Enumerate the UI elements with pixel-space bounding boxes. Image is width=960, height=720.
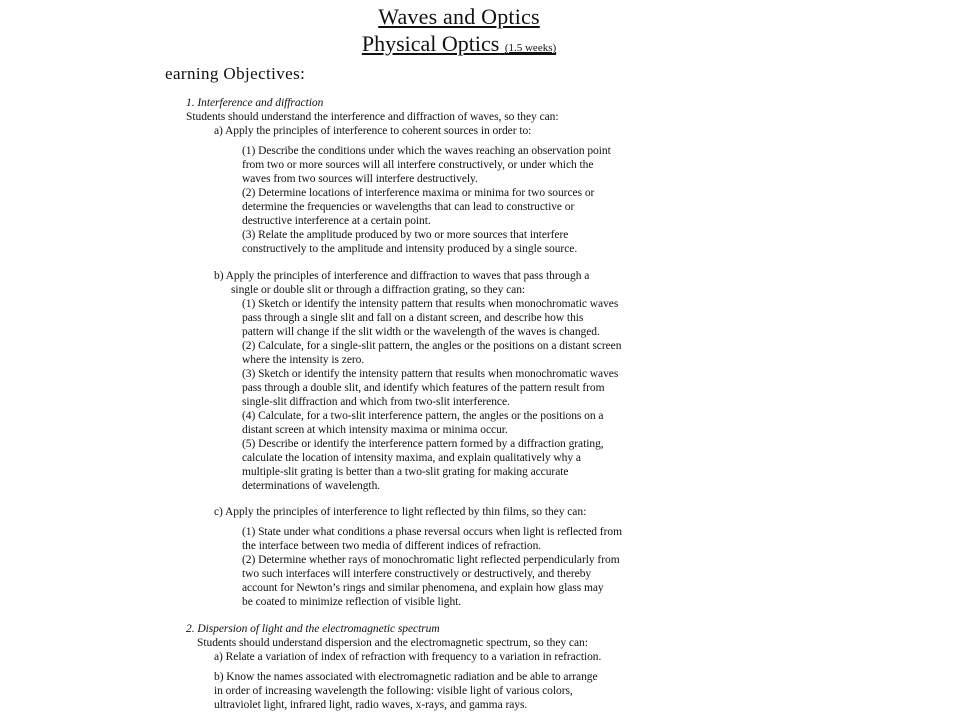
objective-line: pattern will change if the slit width or the wavelength of the waves is changed.: [242, 326, 600, 338]
objective-line: multiple-slit grating is better than a two-slit grating for making accurate: [242, 466, 569, 478]
objective-line: single-slit diffraction and which from two-slit interference.: [242, 396, 510, 408]
objective-line: waves from two sources will interfere destructively.: [242, 173, 478, 185]
objective-line: determinations of wavelength.: [242, 480, 381, 492]
objective-line: pass through a double slit, and identify which features of the pattern result from: [242, 382, 605, 394]
section-intro: Students should understand the interference and diffraction of waves, so they can:: [186, 111, 559, 123]
objective-line: determine the frequencies or wavelengths that can lead to constructive or: [242, 201, 575, 213]
subsection-label: b) Apply the principles of interference and diffraction to waves that pass through a: [214, 270, 590, 282]
objective-line: (1) Describe the conditions under which the waves reaching an observation point: [242, 145, 611, 157]
subsection-label: c) Apply the principles of interference to light reflected by thin films, so they can:: [214, 506, 587, 518]
section-intro: Students should understand dispersion and the electromagnetic spectrum, so they can:: [197, 637, 588, 649]
page-title: Waves and Optics: [378, 4, 540, 29]
objective-line: (2) Determine locations of interference maxima or minima for two sources or: [242, 187, 595, 199]
subsection-label: a) Apply the principles of interference to coherent sources in order to:: [214, 125, 532, 137]
subsection-label: a) Relate a variation of index of refraction with frequency to a variation in refraction.: [214, 651, 602, 663]
subsection-label: single or double slit or through a diffraction grating, so they can:: [231, 284, 526, 296]
objective-line: constructively to the amplitude and intensity produced by a single source.: [242, 243, 578, 255]
objective-line: (5) Describe or identify the interference pattern formed by a diffraction grating,: [242, 438, 604, 450]
section-heading: 2. Dispersion of light and the electromagnetic spectrum: [186, 623, 440, 635]
objective-line: ultraviolet light, infrared light, radio waves, x-rays, and gamma rays.: [214, 699, 528, 711]
objectives-heading: earning Objectives:: [165, 64, 306, 83]
objective-line: calculate the location of intensity maxima, and explain qualitatively why a: [242, 452, 581, 464]
objective-line: in order of increasing wavelength the following: visible light of various colors,: [214, 685, 573, 697]
section-heading: 1. Interference and diffraction: [186, 97, 324, 109]
objective-line: where the intensity is zero.: [242, 354, 365, 366]
subtitle-text: Physical Optics: [361, 31, 500, 56]
objective-line: the interface between two media of different indices of refraction.: [242, 540, 542, 552]
objective-line: (3) Sketch or identify the intensity pattern that results when monochromatic waves: [242, 368, 619, 380]
objective-line: destructive interference at a certain point.: [242, 215, 431, 227]
objective-line: (4) Calculate, for a two-slit interference pattern, the angles or the positions on a: [242, 410, 604, 422]
objective-line: be coated to minimize reflection of visible light.: [242, 596, 462, 608]
duration-note: (1.5 weeks): [504, 42, 557, 54]
page-subtitle: [0, 31, 918, 61]
objective-line: (3) Relate the amplitude produced by two or more sources that interfere: [242, 229, 569, 241]
objective-line: from two or more sources will all interfere constructively, or under which the: [242, 159, 594, 171]
objective-line: (1) Sketch or identify the intensity pattern that results when monochromatic waves: [242, 298, 619, 310]
objective-line: b) Know the names associated with electromagnetic radiation and be able to arrange: [214, 671, 598, 683]
objective-line: two such interfaces will interfere constructively or destructively, and thereby: [242, 568, 592, 580]
objective-line: (2) Determine whether rays of monochromatic light reflected perpendicularly from: [242, 554, 620, 566]
objective-line: account for Newton’s rings and similar phenomena, and explain how glass may: [242, 582, 604, 594]
objective-line: distant screen at which intensity maxima or minima occur.: [242, 424, 508, 436]
objective-line: pass through a single slit and fall on a distant screen, and describe how this: [242, 312, 584, 324]
objective-line: (1) State under what conditions a phase reversal occurs when light is reflected from: [242, 526, 622, 538]
objective-line: (2) Calculate, for a single-slit pattern, the angles or the positions on a distant screen: [242, 340, 622, 352]
